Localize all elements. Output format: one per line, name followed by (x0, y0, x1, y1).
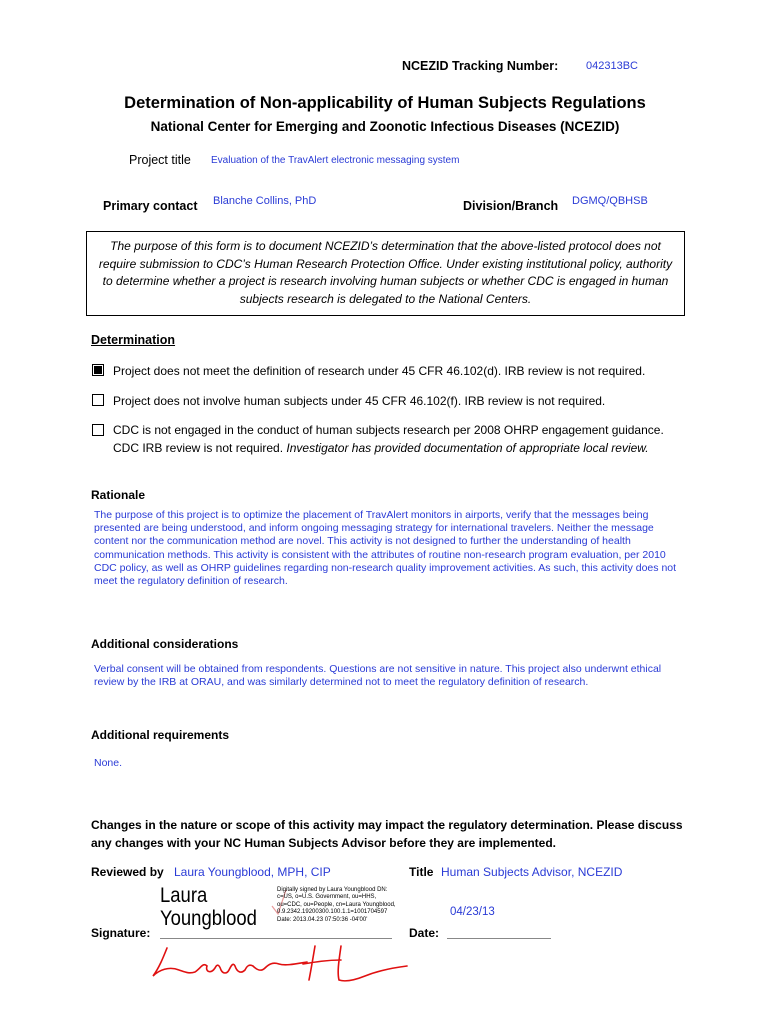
digital-signature-details: Digitally signed by Laura Youngblood DN: c=US, o=U.S. Government, ou=HHS, ou=CDC, ou=People, cn=Laura Youngblood, 0.9.2342.19200300.100.1.1=1001704597 Date: 2013.04.23 07:50:36 -04'00' (277, 887, 396, 923)
reviewed-by-field[interactable]: Laura Youngblood, MPH, CIP (174, 865, 331, 879)
requirements-heading: Additional requirements (91, 728, 230, 742)
signature-label: Signature: (91, 926, 151, 940)
date-field[interactable]: 04/23/13 (450, 906, 495, 918)
determination-checkbox-3[interactable] (92, 424, 104, 436)
tracking-number[interactable]: 042313BC (586, 60, 638, 72)
determination-checkbox-1[interactable] (92, 364, 104, 376)
determination-option-3 (113, 421, 668, 457)
determination-option-2: Project does not involve human subjects under 45 CFR 46.102(f). IRB review is not required. (113, 394, 606, 408)
considerations-heading: Additional considerations (91, 637, 239, 651)
requirements-text[interactable]: None. (94, 757, 123, 769)
handwritten-signature (145, 940, 415, 990)
primary-contact-field[interactable]: Blanche Collins, PhD (213, 195, 317, 207)
division-branch-field[interactable]: DGMQ/QBHSB (572, 195, 648, 207)
division-branch-label: Division/Branch (463, 199, 559, 213)
digital-signature-name (160, 884, 257, 930)
determination-option-3-note: Investigator has provided documentation of appropriate local review. (286, 441, 649, 455)
reviewer-title-field[interactable]: Human Subjects Advisor, NCEZID (441, 865, 623, 879)
rationale-heading: Rationale (91, 488, 146, 502)
date-label: Date: (409, 926, 440, 940)
reviewed-by-label: Reviewed by (91, 865, 164, 879)
determination-option-3-text: CDC is not engaged in the conduct of human subjects research per 2008 OHRP engagement guidance. CDC IRB review is not required. (113, 423, 664, 455)
determination-checkbox-2[interactable] (92, 394, 104, 406)
purpose-statement: The purpose of this form is to document NCEZID’s determination that the above-listed protocol does not require submission to CDC’s Human Research Protection Office. Under existing institutional policy, authority to determine whether a project is research involving human subjects or whether CDC is engaged in human subjects research is delegated to the National Centers. (86, 231, 685, 316)
page-title: Determination of Non-applicability of Human Subjects Regulations (124, 94, 646, 112)
reviewer-title-label: Title (409, 865, 434, 879)
determination-option-1: Project does not meet the definition of research under 45 CFR 46.102(d). IRB review is not required. (113, 364, 646, 378)
considerations-text[interactable]: Verbal consent will be obtained from respondents. Questions are not sensitive in nature. This project also underwnt ethical review by the IRB at ORAU, and was similarly determined not to meet the regulatory definition of research. (94, 663, 662, 689)
signature-line (160, 938, 392, 939)
changes-notice: Changes in the nature or scope of this activity may impact the regulatory determination. Please discuss any changes with your NC Human Subjects Advisor before they are implemented. (91, 818, 683, 850)
date-line (447, 938, 551, 939)
page-subtitle: National Center for Emerging and Zoonotic Infectious Diseases (NCEZID) (150, 119, 620, 134)
project-title-label: Project title (129, 153, 191, 167)
project-title-field[interactable]: Evaluation of the TravAlert electronic messaging system (211, 155, 460, 166)
signer-first-name: Laura (160, 884, 208, 907)
primary-contact-label: Primary contact (103, 199, 198, 213)
rationale-text[interactable]: The purpose of this project is to optimize the placement of TravAlert monitors in airports, verify that the messages being presented are being understood, and inform ongoing messaging strategy for international travelers. Neither the message content nor the communication method are novel. This activity is not designed to further the understanding of health communication methods. This activity is consistent with the attributes of routine non-research program evaluation, per 2010 CDC policy, as well as OHRP guidelines regarding non-research quality improvement activities. As such, this activity does not meet the regulatory definition of research. (94, 509, 677, 588)
determination-heading: Determination (91, 333, 176, 347)
signer-last-name: Youngblood (160, 907, 257, 930)
tracking-label: NCEZID Tracking Number: (402, 59, 559, 73)
